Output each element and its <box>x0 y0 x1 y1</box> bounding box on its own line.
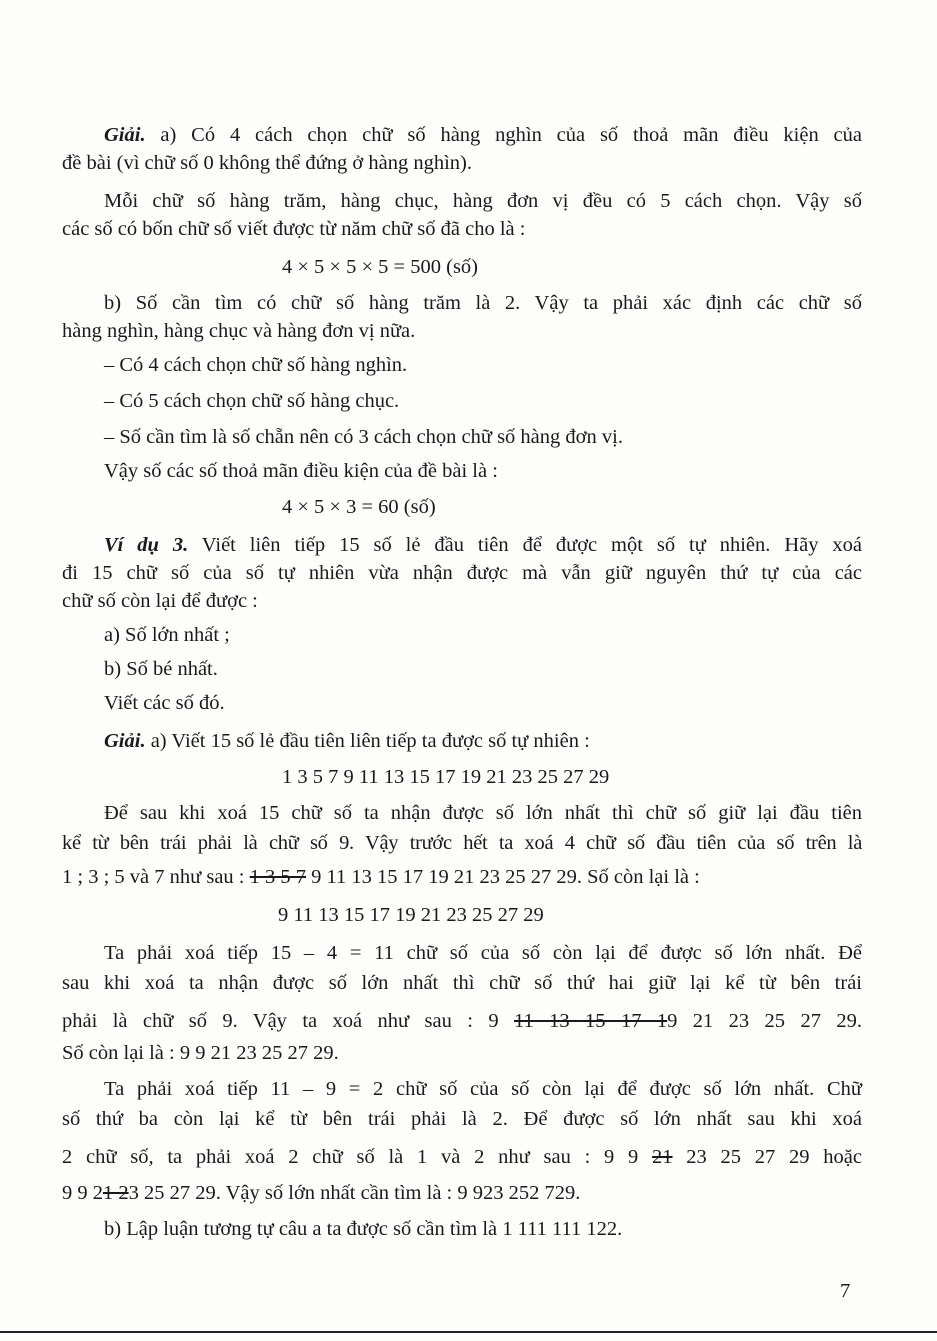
text-line: b) Số cần tìm có chữ số hàng trăm là 2. Vậy ta phải xác định các chữ số <box>104 292 862 314</box>
list-item: – Có 4 cách chọn chữ số hàng nghìn. <box>104 354 408 376</box>
text-line: Ta phải xoá tiếp 15 – 4 = 11 chữ số của số còn lại để được số lớn nhất. Để <box>104 942 862 964</box>
text-line: các số có bốn chữ số viết được từ năm chữ số đã cho là : <box>62 218 526 240</box>
text-line: b) Lập luận tương tự câu a ta được số cần tìm là 1 111 111 122. <box>104 1218 623 1240</box>
text-line: đề bài (vì chữ số 0 không thể đứng ở hàng nghìn). <box>62 152 472 174</box>
page-number: 7 <box>840 1280 851 1302</box>
text-line: Số còn lại là : 9 9 21 23 25 27 29. <box>62 1042 339 1064</box>
list-item: b) Số bé nhất. <box>104 658 218 680</box>
text-line: chữ số còn lại để được : <box>62 590 258 612</box>
text-line: kể từ bên trái phải là chữ số 9. Vậy trước hết ta xoá 4 chữ số đầu tiên của số trên là <box>62 832 862 854</box>
text-line: Viết các số đó. <box>104 692 225 714</box>
text-line: Giải. a) Có 4 cách chọn chữ số hàng nghìn của số thoả mãn điều kiện của <box>104 124 862 146</box>
text-line: 2 chữ số, ta phải xoá 2 chữ số là 1 và 2 như sau : 9 9 21 23 25 27 29 hoặc <box>62 1146 862 1168</box>
number-line: 1 3 5 7 9 11 13 15 17 19 21 23 25 27 29 <box>282 766 610 788</box>
text-line: Để sau khi xoá 15 chữ số ta nhận được số lớn nhất thì chữ số giữ lại đầu tiên <box>104 802 862 824</box>
text-line: đi 15 chữ số của số tự nhiên vừa nhận được mà vẫn giữ nguyên thứ tự của các <box>62 562 862 584</box>
text-line: Ta phải xoá tiếp 11 – 9 = 2 chữ số của số còn lại để được số lớn nhất. Chữ <box>104 1078 862 1100</box>
number-line: 9 11 13 15 17 19 21 23 25 27 29 <box>278 904 544 926</box>
struck-digits: 1 2 <box>103 1182 129 1204</box>
section-label: Giải. <box>104 124 146 146</box>
example-label: Ví dụ 3. <box>104 534 189 556</box>
bottom-rule <box>0 1331 937 1333</box>
text-line: Mỗi chữ số hàng trăm, hàng chục, hàng đơn vị đều có 5 cách chọn. Vậy số <box>104 190 862 212</box>
text-line: Ví dụ 3. Viết liên tiếp 15 số lẻ đầu tiên để được một số tự nhiên. Hãy xoá <box>104 534 863 556</box>
struck-digits: 1 3 5 7 <box>249 866 306 888</box>
struck-digits: 21 <box>652 1146 673 1168</box>
text-line: hàng nghìn, hàng chục và hàng đơn vị nữa. <box>62 320 416 342</box>
section-label: Giải. <box>104 730 146 752</box>
struck-digits: 11 13 15 17 1 <box>514 1010 668 1032</box>
formula-line: 4 × 5 × 3 = 60 (số) <box>282 496 436 518</box>
text-line: số thứ ba còn lại kể từ bên trái phải là 2. Để được số lớn nhất sau khi xoá <box>62 1108 862 1130</box>
list-item: – Số cần tìm là số chẵn nên có 3 cách chọn chữ số hàng đơn vị. <box>104 426 623 448</box>
text-line: Vậy số các số thoả mãn điều kiện của đề bài là : <box>104 460 498 482</box>
list-item: – Có 5 cách chọn chữ số hàng chục. <box>104 390 400 412</box>
text-line: sau khi xoá ta nhận được số lớn nhất thì chữ số thứ hai giữ lại kể từ bên trái <box>62 972 862 994</box>
text-line: 9 9 21 23 25 27 29. Vậy số lớn nhất cần tìm là : 9 923 252 729. <box>62 1182 581 1204</box>
text-line: 1 ; 3 ; 5 và 7 như sau : 1 3 5 7 9 11 13 15 17 19 21 23 25 27 29. Số còn lại là : <box>62 866 700 888</box>
formula-line: 4 × 5 × 5 × 5 = 500 (số) <box>282 256 479 278</box>
list-item: a) Số lớn nhất ; <box>104 624 230 646</box>
text-line: phải là chữ số 9. Vậy ta xoá như sau : 9 11 13 15 17 19 21 23 25 27 29. <box>62 1010 862 1032</box>
text-line: Giải. a) Viết 15 số lẻ đầu tiên liên tiếp ta được số tự nhiên : <box>104 730 590 752</box>
